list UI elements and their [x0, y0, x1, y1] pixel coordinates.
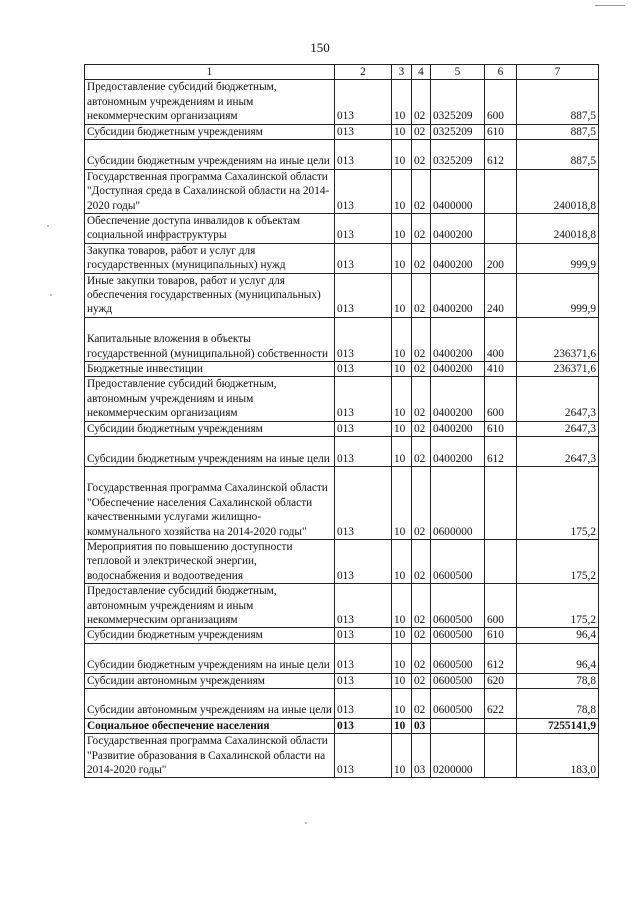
amount-cell: 96,4: [517, 643, 599, 673]
code-cell: 0600500: [431, 539, 485, 583]
code-cell: 013: [335, 734, 392, 778]
table-row: [85, 673, 599, 688]
amount-cell: 96,4: [517, 628, 599, 643]
code-cell: 410: [485, 362, 517, 377]
code-cell: [485, 734, 517, 778]
item-name-cell: Субсидии бюджетным учреждениям: [85, 124, 335, 139]
code-cell: 02: [412, 317, 431, 361]
item-name-cell: Государственная программа Сахалинской области "Доступная среда в Сахалинской области на 2014-2020 годы": [85, 169, 335, 213]
code-cell: 02: [412, 539, 431, 583]
table-row: [85, 584, 599, 628]
code-cell: 0400200: [431, 214, 485, 244]
header-cell: 1: [85, 65, 335, 80]
code-cell: 0400200: [431, 421, 485, 436]
code-cell: 10: [392, 140, 412, 170]
code-cell: 10: [392, 628, 412, 643]
code-cell: 240: [485, 273, 517, 317]
item-name-cell: Субсидии бюджетным учреждениям на иные цели: [85, 437, 335, 467]
code-cell: 03: [412, 718, 431, 733]
code-cell: 0400200: [431, 437, 485, 467]
header-cell: 6: [485, 65, 517, 80]
amount-cell: 2647,3: [517, 437, 599, 467]
code-cell: 600: [485, 584, 517, 628]
amount-cell: 2647,3: [517, 377, 599, 421]
code-cell: 610: [485, 628, 517, 643]
code-cell: [485, 718, 517, 733]
code-cell: 610: [485, 421, 517, 436]
amount-cell: 175,2: [517, 539, 599, 583]
table-row: [85, 643, 599, 673]
code-cell: 10: [392, 734, 412, 778]
code-cell: 02: [412, 362, 431, 377]
amount-cell: 2647,3: [517, 421, 599, 436]
table-row: [85, 243, 599, 273]
code-cell: 013: [335, 362, 392, 377]
item-name-cell: Мероприятия по повышению доступности тепловой и электрической энергии, водоснабжения и водоотведения: [85, 539, 335, 583]
code-cell: 200: [485, 243, 517, 273]
table-row: [85, 688, 599, 718]
code-cell: 0600000: [431, 466, 485, 539]
amount-cell: 240018,8: [517, 169, 599, 213]
amount-cell: 999,9: [517, 243, 599, 273]
amount-cell: 78,8: [517, 688, 599, 718]
table-row: [85, 377, 599, 421]
code-cell: 0600500: [431, 628, 485, 643]
item-name-cell: Иные закупки товаров, работ и услуг для обеспечения государственных (муниципальных) нужд: [85, 273, 335, 317]
amount-cell: 887,5: [517, 124, 599, 139]
amount-cell: 236371,6: [517, 317, 599, 361]
code-cell: 10: [392, 437, 412, 467]
code-cell: 013: [335, 673, 392, 688]
header-row: [85, 65, 599, 80]
item-name-cell: Субсидии бюджетным учреждениям: [85, 628, 335, 643]
code-cell: 600: [485, 377, 517, 421]
table-row: [85, 317, 599, 361]
code-cell: 10: [392, 718, 412, 733]
item-name-cell: Субсидии бюджетным учреждениям на иные цели: [85, 643, 335, 673]
code-cell: 03: [412, 734, 431, 778]
code-cell: 0600500: [431, 673, 485, 688]
item-name-cell: Предоставление субсидий бюджетным, автономным учреждениям и иным некоммерческим организациям: [85, 584, 335, 628]
scan-speck: [47, 225, 49, 227]
code-cell: 013: [335, 273, 392, 317]
code-cell: 600: [485, 80, 517, 124]
item-name-cell: Предоставление субсидий бюджетным, автономным учреждениям и иным некоммерческим организациям: [85, 377, 335, 421]
code-cell: 013: [335, 169, 392, 213]
code-cell: [431, 718, 485, 733]
code-cell: 10: [392, 214, 412, 244]
code-cell: 02: [412, 628, 431, 643]
code-cell: 02: [412, 673, 431, 688]
code-cell: 620: [485, 673, 517, 688]
code-cell: 10: [392, 80, 412, 124]
corner-mark: [595, 5, 625, 6]
code-cell: 02: [412, 169, 431, 213]
scan-speck: [50, 294, 52, 296]
code-cell: 10: [392, 243, 412, 273]
code-cell: 013: [335, 80, 392, 124]
code-cell: 0400200: [431, 362, 485, 377]
code-cell: 02: [412, 124, 431, 139]
code-cell: 02: [412, 437, 431, 467]
code-cell: 013: [335, 243, 392, 273]
header-cell: 5: [431, 65, 485, 80]
code-cell: 400: [485, 317, 517, 361]
item-name-cell: Субсидии бюджетным учреждениям: [85, 421, 335, 436]
table-row: [85, 539, 599, 583]
amount-cell: 887,5: [517, 80, 599, 124]
code-cell: 013: [335, 584, 392, 628]
code-cell: 612: [485, 643, 517, 673]
code-cell: 10: [392, 539, 412, 583]
code-cell: 013: [335, 466, 392, 539]
code-cell: 02: [412, 643, 431, 673]
code-cell: 10: [392, 673, 412, 688]
amount-cell: 240018,8: [517, 214, 599, 244]
code-cell: 013: [335, 421, 392, 436]
header-cell: 7: [517, 65, 599, 80]
code-cell: 02: [412, 273, 431, 317]
code-cell: 013: [335, 437, 392, 467]
code-cell: 612: [485, 437, 517, 467]
item-name-cell: Государственная программа Сахалинской области "Развитие образования в Сахалинской области на 2014-2020 годы": [85, 734, 335, 778]
code-cell: 02: [412, 584, 431, 628]
header-cell: 4: [412, 65, 431, 80]
code-cell: 013: [335, 140, 392, 170]
code-cell: 013: [335, 214, 392, 244]
code-cell: 10: [392, 273, 412, 317]
code-cell: 10: [392, 643, 412, 673]
table-row: [85, 273, 599, 317]
table-row: [85, 169, 599, 213]
code-cell: 0400200: [431, 317, 485, 361]
table-row: [85, 718, 599, 733]
code-cell: 10: [392, 584, 412, 628]
amount-cell: 887,5: [517, 140, 599, 170]
code-cell: 02: [412, 140, 431, 170]
item-name-cell: Обеспечение доступа инвалидов к объектам социальной инфраструктуры: [85, 214, 335, 244]
code-cell: 612: [485, 140, 517, 170]
code-cell: 0400200: [431, 273, 485, 317]
item-name-cell: Субсидии автономным учреждениям: [85, 673, 335, 688]
amount-cell: 7255141,9: [517, 718, 599, 733]
budget-table: [84, 64, 599, 778]
table-row: [85, 437, 599, 467]
code-cell: 013: [335, 124, 392, 139]
code-cell: 02: [412, 688, 431, 718]
scan-speck: [305, 822, 307, 824]
code-cell: 0325209: [431, 80, 485, 124]
item-name-cell: Субсидии бюджетным учреждениям на иные цели: [85, 140, 335, 170]
code-cell: 013: [335, 643, 392, 673]
amount-cell: 78,8: [517, 673, 599, 688]
code-cell: 013: [335, 718, 392, 733]
code-cell: 0325209: [431, 124, 485, 139]
table-row: [85, 466, 599, 539]
item-name-cell: Закупка товаров, работ и услуг для государственных (муниципальных) нужд: [85, 243, 335, 273]
table-row: [85, 214, 599, 244]
table-row: [85, 362, 599, 377]
code-cell: 02: [412, 214, 431, 244]
item-name-cell: Государственная программа Сахалинской области "Обеспечение населения Сахалинской области качественными услугами жилищно-коммунального хозяйства на 2014-2020 годы": [85, 466, 335, 539]
code-cell: 610: [485, 124, 517, 139]
code-cell: 10: [392, 377, 412, 421]
code-cell: 0400200: [431, 243, 485, 273]
header-cell: 2: [335, 65, 392, 80]
code-cell: 0600500: [431, 584, 485, 628]
code-cell: 10: [392, 421, 412, 436]
code-cell: 10: [392, 362, 412, 377]
code-cell: 10: [392, 317, 412, 361]
table-row: [85, 124, 599, 139]
code-cell: 02: [412, 421, 431, 436]
code-cell: [485, 539, 517, 583]
item-name-cell: Субсидии автономным учреждениям на иные цели: [85, 688, 335, 718]
code-cell: 013: [335, 317, 392, 361]
code-cell: 02: [412, 377, 431, 421]
item-name-cell: Капитальные вложения в объекты государственной (муниципальной) собственности: [85, 317, 335, 361]
code-cell: [485, 169, 517, 213]
amount-cell: 236371,6: [517, 362, 599, 377]
table-row: [85, 140, 599, 170]
code-cell: 0400000: [431, 169, 485, 213]
amount-cell: 175,2: [517, 466, 599, 539]
table-row: [85, 80, 599, 124]
code-cell: 10: [392, 688, 412, 718]
header-cell: 3: [392, 65, 412, 80]
code-cell: 0600500: [431, 643, 485, 673]
code-cell: 0200000: [431, 734, 485, 778]
code-cell: 0400200: [431, 377, 485, 421]
code-cell: 10: [392, 466, 412, 539]
code-cell: 0600500: [431, 688, 485, 718]
code-cell: 10: [392, 124, 412, 139]
item-name-cell: Социальное обеспечение населения: [85, 718, 335, 733]
code-cell: 02: [412, 466, 431, 539]
code-cell: 02: [412, 80, 431, 124]
code-cell: 013: [335, 628, 392, 643]
code-cell: 013: [335, 688, 392, 718]
item-name-cell: Бюджетные инвестиции: [85, 362, 335, 377]
page-number: 150: [310, 40, 330, 55]
table-row: [85, 628, 599, 643]
amount-cell: 183,0: [517, 734, 599, 778]
code-cell: 10: [392, 169, 412, 213]
code-cell: 013: [335, 539, 392, 583]
code-cell: 0325209: [431, 140, 485, 170]
amount-cell: 999,9: [517, 273, 599, 317]
code-cell: [485, 214, 517, 244]
code-cell: 02: [412, 243, 431, 273]
item-name-cell: Предоставление субсидий бюджетным, автономным учреждениям и иным некоммерческим организациям: [85, 80, 335, 124]
table-row: [85, 734, 599, 778]
table-row: [85, 421, 599, 436]
code-cell: [485, 466, 517, 539]
code-cell: 013: [335, 377, 392, 421]
amount-cell: 175,2: [517, 584, 599, 628]
code-cell: 622: [485, 688, 517, 718]
